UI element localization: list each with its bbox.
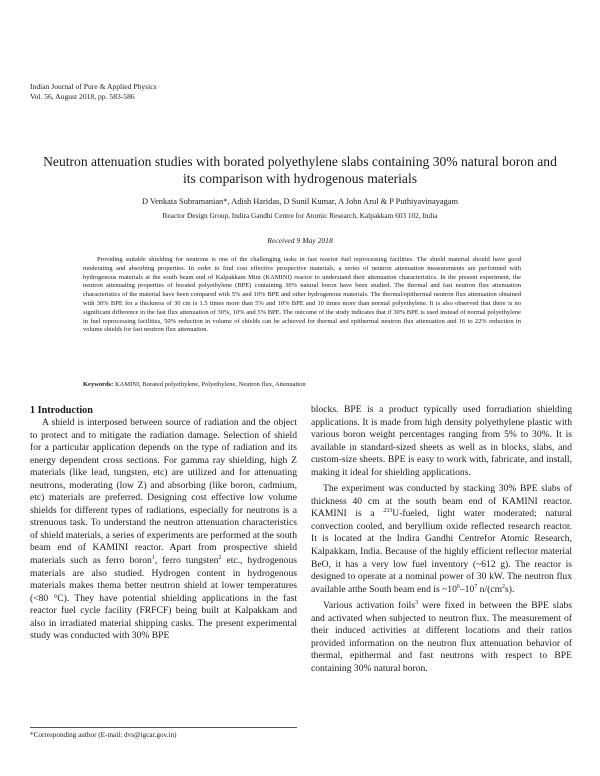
section-heading: 1 Introduction: [30, 405, 93, 416]
left-column: [30, 404, 297, 643]
ref-1: 1: [151, 554, 155, 561]
ref-3: 3: [415, 600, 419, 607]
intro-paragraph-3: The experiment was conducted by stacking 30% BPE slabs of thickness 40 cm at the south beam end of KAMINI reactor. KAMINI is a $^{233}$U-fueled, light water moderated; natural convection cooled, and beryllium oxide reflected research reactor. It is located at the Indira Gandhi Centrefor Atomic Research, Kalpakkam, India. Because of the highly efficient reflector material BeO, it has a very low fuel inventory (~612 g). The reactor is designed to operate at a nominal power of 30 kW. The neutron flux available atthe South beam end is $\sim 10^6-10^7$ $n/(cm^2s)$.: [311, 483, 572, 595]
journal-issue: Vol. 56, August 2018, pp. 583-586: [30, 92, 135, 101]
intro-paragraph-1: A shield is interposed between source of radiation and the object to protect and to mitigate the radiation damage. Selection of shield for a particular application depends on the type of radiation and its energy dependent cross sections. For gamma ray shielding, high Z materials (like lead, tungsten, etc) are utilized and for attenuating neutrons, moderating (low Z) and absorbing (like boron, cadmium, etc) materials are preferred. Designing cost effective low volume shields for different types of radiations, especially for neutrons is a strenuous task. To understand the neutron attenuation characteristics of shield materials, a series of experiments are performed at the south beam end of KAMINI reactor. Apart from prospective shield materials such as ferro boron$^1$, ferro tungsten$^2$ etc., hydrogenous materials are also studied. Hydrogen content in hydrogenous materials makes thema better neutron shield at lower temperatures (<80 °C). They have potential shielding applications in the fast reactor fuel cycle facility (FRFCF) being built at Kalpakkam and also in irradiated material shipping casks. The present experimental study was conducted with 30% BPE: [30, 417, 297, 642]
keywords-label: Keywords:: [83, 381, 114, 388]
corresponding-author-footnote: *Corresponding author (E-mail: dvs@igcar.gov.in): [30, 727, 297, 739]
superscript-233: 233: [383, 508, 393, 515]
ref-2: 2: [218, 554, 222, 561]
right-column: [311, 404, 572, 675]
keywords-list: KAMINI, Borated polyethylene, Polyethylene, Neutron flux, Attenuation: [114, 381, 306, 388]
paper-title: Neutron attenuation studies with borated polyethylene slabs containing 30% natural boron and its comparison with hydrogenous materials: [43, 154, 557, 186]
keywords: [83, 380, 521, 389]
journal-header: [30, 82, 157, 102]
intro-paragraph-2: blocks. BPE is a product typically used forradiation shielding applications. It is made from high density polyethylene plastic with various boron weight percentages ranging from 5% to 30%. It is available in standard-sized sheets as well as in blocks, slabs, and custom-size sheets. BPE is easy to work with, fabricate, and install, making it ideal for shielding applications.: [311, 404, 572, 478]
intro-paragraph-4: Various activation foils$^3$ were fixed in between the BPE slabs and activated when subjected to neutron flux. The measurement of their induced activities at different locations and their ratios provided information on the neutron flux attenuation behavior of thermal, epithermal and fast neutrons with respect to BPE containing 30% natural boron.: [311, 600, 572, 674]
abstract: Providing suitable shielding for neutrons is one of the challenging tasks in fast reactor fuel reprocessing facilities. The shield material should have good moderating and absorbing properties. In order to find cost effective prospective materials, a series of neutron attenuation measurements are performed with hydrogenous materials at the south beam end of Kalpakkam Mini (KAMINI) reactor to understand their attenuation characteristics. In the present experiment, the neutron attenuating properties of borated polyethylene (BPE) containing 30% natural boron have been studied. The thermal and fast neutron flux attenuation characteristics of the material have been compared with 5% and 10% BPE and other hydrogenous materials. The thermal/epithermal neutron flux attenuation obtained with 30% BPE for a thickness of 30 cm is 1.5 times more than 5% and 10% BPE and 10 times more than normal polyethylene. It is also observed that there is no significant difference in the fast flux attenuation of 30%, 10% and 5% BPE. The outcome of the study indicates that if 30% BPE is used instead of normal polyethylene in fuel reprocessing facilities, 50% reduction in volume of shields can be achieved for thermal and epithermal neutron flux attenuation and 16 to 22% reduction in volume shields for fast neutron flux attenuation.: [83, 256, 521, 334]
affiliation: Reactor Design Group, Indira Gandhi Centre for Atomic Research, Kalpakkam 603 102, India: [162, 211, 438, 220]
received-date: Received 9 May 2018: [267, 236, 333, 245]
journal-name: Indian Journal of Pure & Applied Physics: [30, 82, 157, 91]
author-list: D Venkata Subramanian*, Adish Haridas, D Sunil Kumar, A John Arul & P Puthiyavinayagam: [141, 197, 459, 206]
